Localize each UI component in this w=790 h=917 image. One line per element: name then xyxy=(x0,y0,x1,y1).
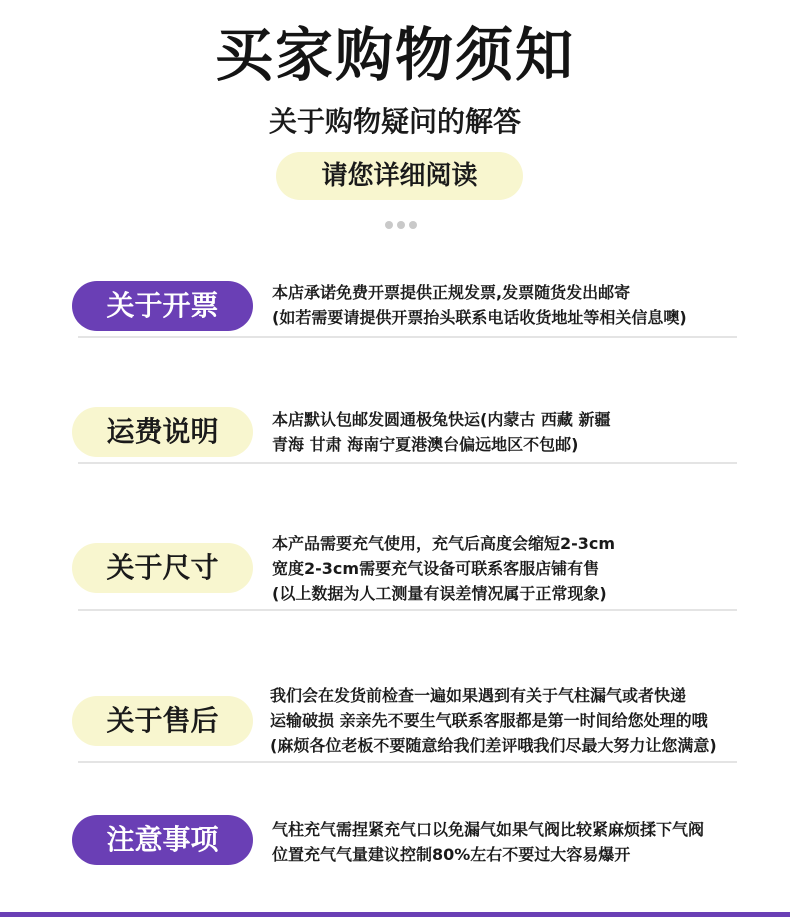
section-divider xyxy=(78,462,737,464)
after-sales-line: (麻烦各位老板不要随意给我们差评哦我们尽最大努力让您满意) xyxy=(270,736,717,755)
section-divider xyxy=(78,761,737,763)
after-sales-line: 我们会在发货前检查一遍如果遇到有关于气柱漏气或者快递 xyxy=(270,686,687,705)
page-title: 买家购物须知 xyxy=(214,21,575,89)
after-sales-text xyxy=(270,683,780,758)
shipping-text xyxy=(272,407,782,457)
invoice-text xyxy=(272,280,782,330)
invoice-badge: 关于开票 xyxy=(72,281,253,331)
page-subtitle: 关于购物疑问的解答 xyxy=(268,105,521,138)
after-sales-badge: 关于售后 xyxy=(72,696,253,746)
invoice-line: (如若需要请提供开票抬头联系电话收货地址等相关信息噢) xyxy=(272,308,687,327)
invoice-line: 本店承诺免费开票提供正规发票,发票随货发出邮寄 xyxy=(272,283,631,302)
shipping-line: 青海 甘肃 海南宁夏港澳台偏远地区不包邮) xyxy=(272,435,579,454)
section-divider xyxy=(78,336,737,338)
notes-badge: 注意事项 xyxy=(72,815,253,865)
section-divider xyxy=(78,609,737,611)
bottom-accent-bar xyxy=(0,912,790,917)
size-text xyxy=(272,531,782,606)
notes-text xyxy=(272,817,782,867)
dots-indicator xyxy=(385,214,421,224)
size-line: 本产品需要充气使用，充气后高度会缩短2-3cm xyxy=(272,534,616,553)
size-line: 宽度2-3cm需要充气设备可联系客服店铺有售 xyxy=(272,559,600,578)
shipping-line: 本店默认包邮发圆通极兔快运(内蒙古 西藏 新疆 xyxy=(272,410,611,429)
after-sales-line: 运输破损 亲亲先不要生气联系客服都是第一时间给您处理的哦 xyxy=(270,711,708,730)
dot-icon xyxy=(409,221,417,229)
dot-icon xyxy=(385,221,393,229)
shipping-badge: 运费说明 xyxy=(72,407,253,457)
notes-line: 气柱充气需捏紧充气口以免漏气如果气阀比较紧麻烦揉下气阀 xyxy=(272,820,705,839)
notes-line: 位置充气气量建议控制80%左右不要过大容易爆开 xyxy=(272,845,631,864)
size-badge: 关于尺寸 xyxy=(72,543,253,593)
dot-icon xyxy=(397,221,405,229)
size-line: (以上数据为人工测量有误差情况属于正常现象) xyxy=(272,584,607,603)
read-carefully-pill: 请您详细阅读 xyxy=(276,152,523,200)
